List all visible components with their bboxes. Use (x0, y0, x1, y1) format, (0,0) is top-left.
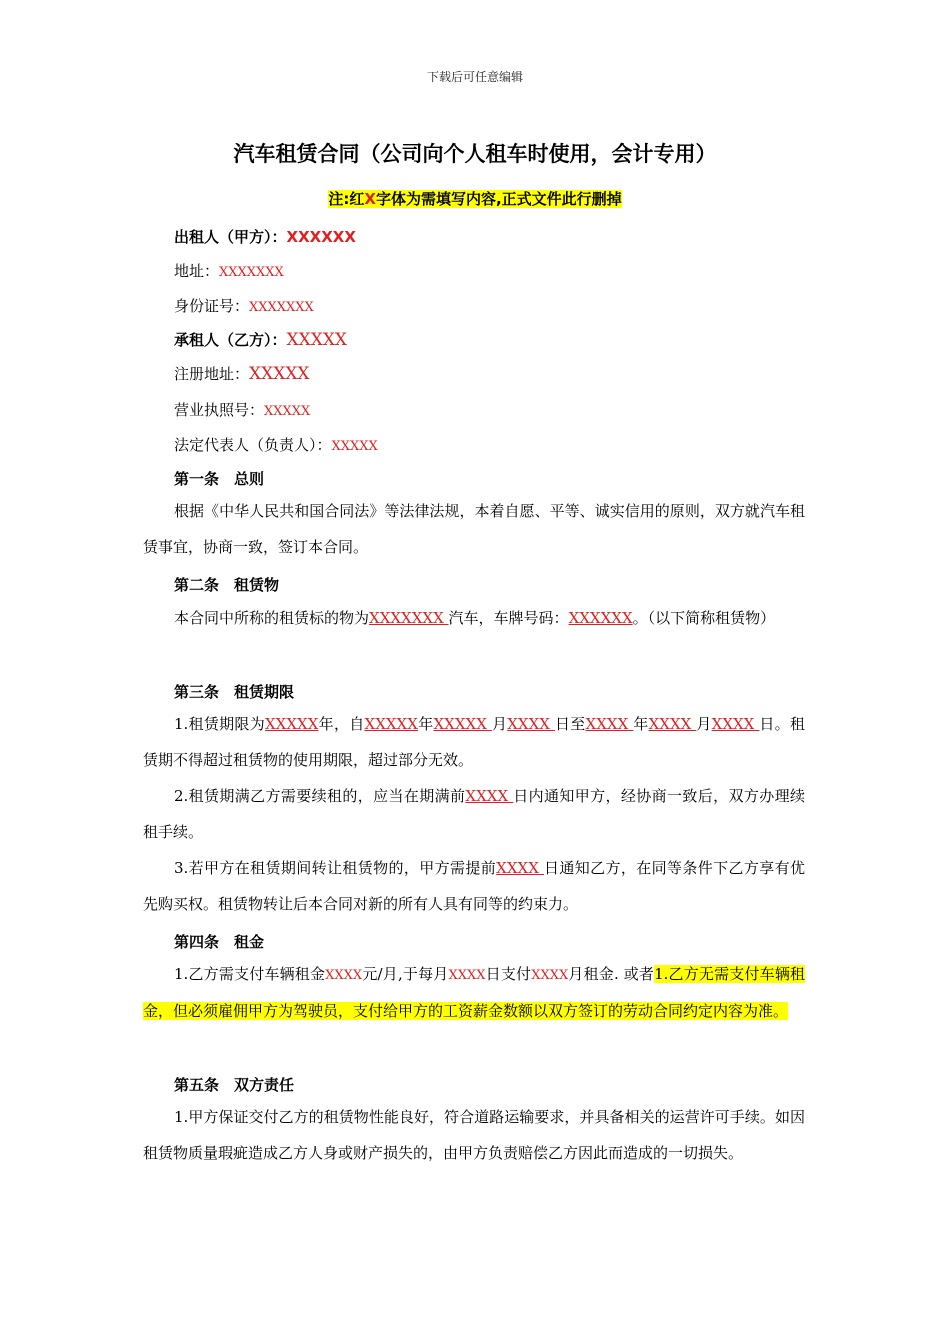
party-b-value: XXXXX (286, 330, 348, 350)
text-span: 年 (633, 715, 649, 733)
article-3-clause-3 (143, 851, 805, 922)
party-b-rep-label: 法定代表人（负责人）： (174, 436, 332, 454)
note-red-mark: X (364, 190, 376, 208)
party-b-rep-value: XXXXX (331, 439, 378, 454)
text-span: 3.若甲方在租赁期间转让租赁物的，甲方需提前 (174, 859, 497, 877)
end-day-field: XXXX (711, 715, 760, 733)
article-2-text (143, 601, 805, 637)
alternative-clause-highlight: 1.乙方无需支付车辆租金，但必须雇佣甲方为驾驶员，支付给甲方的工资薪金数额以双方签订的劳动合同约定内容为准。 (143, 965, 806, 1020)
party-b-address-label: 注册地址： (174, 365, 250, 383)
text-span: 日支付 (485, 965, 532, 983)
text-span: 日通知乙方，在同等条件下乙方享有优先购买权。租赁物转让后本合同对新的所有人具有同等的约束力。 (143, 859, 805, 913)
contract-title: 汽车租赁合同（公司向个人租车时使用，会计专用） (233, 142, 717, 166)
transfer-notice-days-field: XXXX (496, 859, 545, 877)
text-span: 月 (491, 715, 508, 733)
article-5-clause-1: 1.甲方保证交付乙方的租赁物性能良好，符合道路运输要求，并具备相关的运营许可手续。如因租赁物质量瑕疵造成乙方人身或财产损失的，由甲方负责赔偿乙方因此而造成的一切损失。 (143, 1108, 805, 1162)
party-b-address-line (174, 363, 310, 384)
text-span: 本合同中所称的租赁标的物为 (174, 609, 370, 627)
party-a-id-line (174, 295, 314, 316)
party-b-license-value: XXXXX (264, 404, 311, 419)
party-b-line (174, 329, 347, 350)
text-span: 月租金. 或者 (568, 965, 655, 983)
payment-day-field: XXXX (448, 968, 486, 983)
article-4-clause-1 (143, 957, 805, 1029)
article-2-heading: 第二条 租赁物 (174, 576, 280, 594)
instruction-note (0, 188, 950, 209)
start-year-field: XXXXX (364, 715, 418, 733)
article-3-clause-2 (143, 779, 805, 850)
payment-month-field: XXXX (531, 968, 569, 983)
vehicle-model-field: XXXXXXX (369, 609, 449, 627)
article-4-heading: 第四条 租金 (174, 933, 265, 951)
end-year-field: XXXX (585, 715, 634, 733)
text-span: 2.租赁期满乙方需要续租的，应当在期满前 (174, 787, 466, 805)
text-span: 1.租赁期限为 (174, 715, 265, 733)
text-span: 1.乙方需支付车辆租金 (174, 965, 326, 983)
note-suffix: 字体为需填写内容,正式文件此行删掉 (375, 190, 622, 208)
instruction-highlight (328, 190, 621, 208)
party-a-line (174, 226, 356, 247)
party-b-license-line (174, 399, 310, 420)
end-month-field: XXXX (648, 715, 697, 733)
renewal-notice-days-field: XXXX (465, 787, 514, 805)
start-day-field: XXXX (507, 715, 555, 733)
text-span: 日。租赁期不得超过租赁物的使用期限，超过部分无效。 (143, 715, 805, 769)
text-span: 月 (696, 715, 712, 733)
party-a-address-label: 地址： (174, 262, 220, 280)
article-3-heading: 第三条 租赁期限 (174, 683, 295, 701)
term-years-field: XXXXX (264, 715, 319, 733)
text-span: 。（以下简称租赁物） (632, 609, 776, 627)
start-month-field: XXXXX (433, 715, 492, 733)
text-span: 元/月,于每月 (362, 965, 449, 983)
monthly-rent-field: XXXX (325, 968, 363, 983)
text-span: 日内通知甲方，经协商一致后，双方办理续租手续。 (143, 787, 805, 841)
party-a-id-value: XXXXXXX (249, 300, 314, 315)
party-a-address-value: XXXXXXX (219, 265, 284, 280)
note-prefix: 注:红 (328, 190, 365, 208)
article-3-clause-1 (143, 707, 805, 778)
article-1-text: 根据《中华人民共和国合同法》等法律法规，本着自愿、平等、诚实信用的原则，双方就汽车租赁事宜，协商一致，签订本合同。 (143, 502, 805, 556)
party-a-value: XXXXXX (286, 228, 356, 246)
party-a-label: 出租人（甲方）： (174, 228, 287, 246)
party-b-license-label: 营业执照号： (174, 401, 265, 419)
header-note: 下载后可任意编辑 (426, 70, 523, 84)
party-a-address-line (174, 260, 284, 281)
party-b-rep-line (174, 434, 378, 455)
text-span: 年 (417, 715, 434, 733)
party-b-label: 承租人（乙方）： (174, 331, 287, 349)
text-span: 日至 (554, 715, 586, 733)
party-a-id-label: 身份证号： (174, 297, 250, 315)
article-1-heading: 第一条 总则 (174, 470, 265, 488)
text-span: 汽车，车牌号码： (448, 609, 569, 627)
party-b-address-value: XXXXX (249, 364, 310, 384)
plate-number-field: XXXXXX (568, 609, 633, 627)
text-span: 年，自 (318, 715, 365, 733)
article-5-heading: 第五条 双方责任 (174, 1076, 295, 1094)
